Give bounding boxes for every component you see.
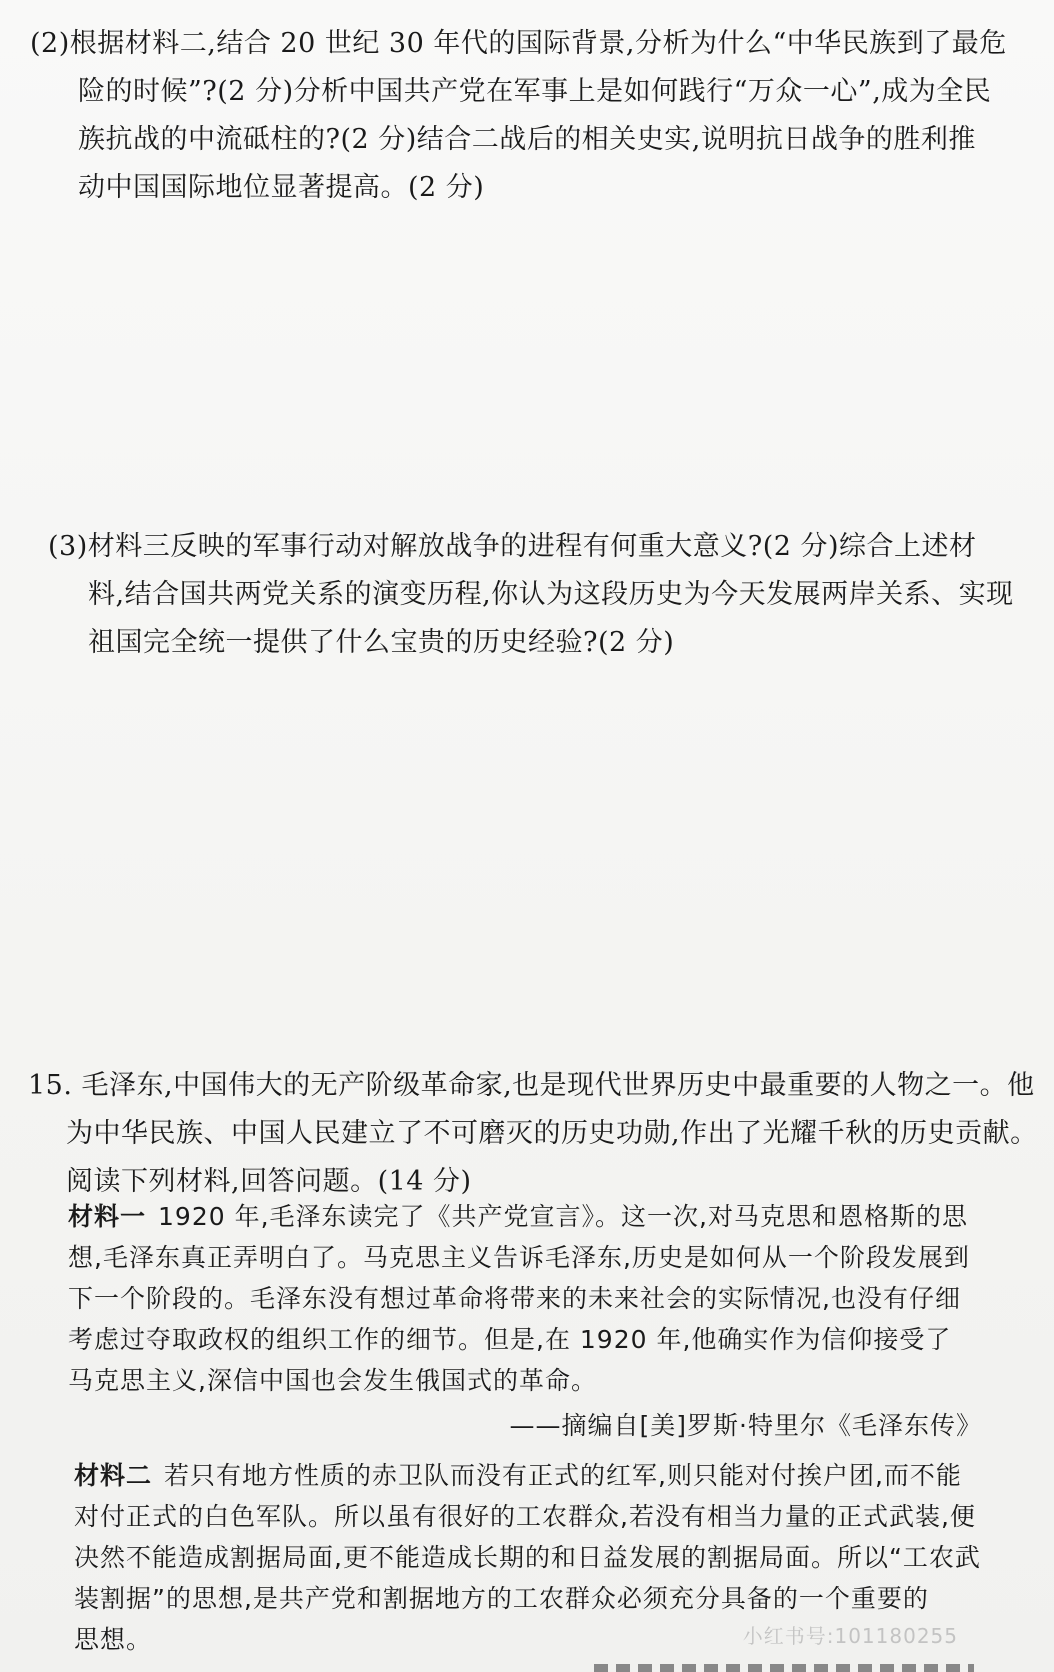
material-line: 马克思主义,深信中国也会发生俄国式的革命。 bbox=[68, 1366, 597, 1395]
material-line bbox=[68, 1196, 1028, 1237]
question-line: (3)材料三反映的军事行动对解放战争的进程有何重大意义?(2 分)综合上述材 bbox=[48, 531, 977, 562]
material-label: 材料二 bbox=[74, 1461, 153, 1490]
material-text: 1920 年,毛泽东读完了《共产党宣言》。这一次,对马克思和恩格斯的思 bbox=[158, 1202, 968, 1231]
question-line: 为中华民族、中国人民建立了不可磨灭的历史功勋,作出了光耀千秋的历史贡献。 bbox=[66, 1118, 1038, 1149]
question-line: 动中国国际地位显著提高。(2 分) bbox=[78, 172, 485, 203]
material-line: 思想。 bbox=[74, 1625, 153, 1654]
question-line: 险的时候”?(2 分)分析中国共产党在军事上是如何践行“万众一心”,成为全民 bbox=[78, 76, 992, 107]
question-15-stem bbox=[28, 1062, 1038, 1206]
watermark: 小红书号:101180255 bbox=[742, 1624, 958, 1648]
material-label: 材料一 bbox=[68, 1202, 147, 1231]
material-line: 下一个阶段的。毛泽东没有想过革命将带来的未来社会的实际情况,也没有仔细 bbox=[68, 1284, 961, 1313]
material-line: 决然不能造成割据局面,更不能造成长期的和日益发展的割据局面。所以“工农武 bbox=[74, 1543, 981, 1572]
question-line: 料,结合国共两党关系的演变历程,你认为这段历史为今天发展两岸关系、实现 bbox=[88, 579, 1014, 610]
question-line: 15. 毛泽东,中国伟大的无产阶级革命家,也是现代世界历史中最重要的人物之一。他 bbox=[28, 1070, 1035, 1101]
question-line: 祖国完全统一提供了什么宝贵的历史经验?(2 分) bbox=[88, 627, 675, 658]
question-line: 阅读下列材料,回答问题。(14 分) bbox=[66, 1166, 472, 1197]
question-2-part-3 bbox=[48, 523, 1038, 667]
material-line: 对付正式的白色军队。所以虽有很好的工农群众,若没有相当力量的正式武装,便 bbox=[74, 1502, 976, 1531]
question-2-part-2 bbox=[30, 20, 1030, 212]
material-line: 装割据”的思想,是共产党和割据地方的工农群众必须充分具备的一个重要的 bbox=[74, 1584, 929, 1613]
material-1-source: ——摘编自[美]罗斯·特里尔《毛泽东传》 bbox=[509, 1411, 982, 1440]
cutoff-text-fragment bbox=[594, 1664, 974, 1672]
question-line: 族抗战的中流砥柱的?(2 分)结合二战后的相关史实,说明抗日战争的胜利推 bbox=[78, 124, 976, 155]
material-1 bbox=[68, 1196, 1028, 1401]
material-line: 考虑过夺取政权的组织工作的细节。但是,在 1920 年,他确实作为信仰接受了 bbox=[68, 1325, 952, 1354]
question-line: (2)根据材料二,结合 20 世纪 30 年代的国际背景,分析为什么“中华民族到了最危 bbox=[30, 28, 1007, 59]
cutoff-source-line bbox=[594, 1656, 974, 1672]
material-line: 想,毛泽东真正弄明白了。马克思主义告诉毛泽东,历史是如何从一个阶段发展到 bbox=[68, 1243, 970, 1272]
material-line bbox=[74, 1455, 1034, 1496]
material-text: 若只有地方性质的赤卫队而没有正式的红军,则只能对付挨户团,而不能 bbox=[164, 1461, 962, 1490]
